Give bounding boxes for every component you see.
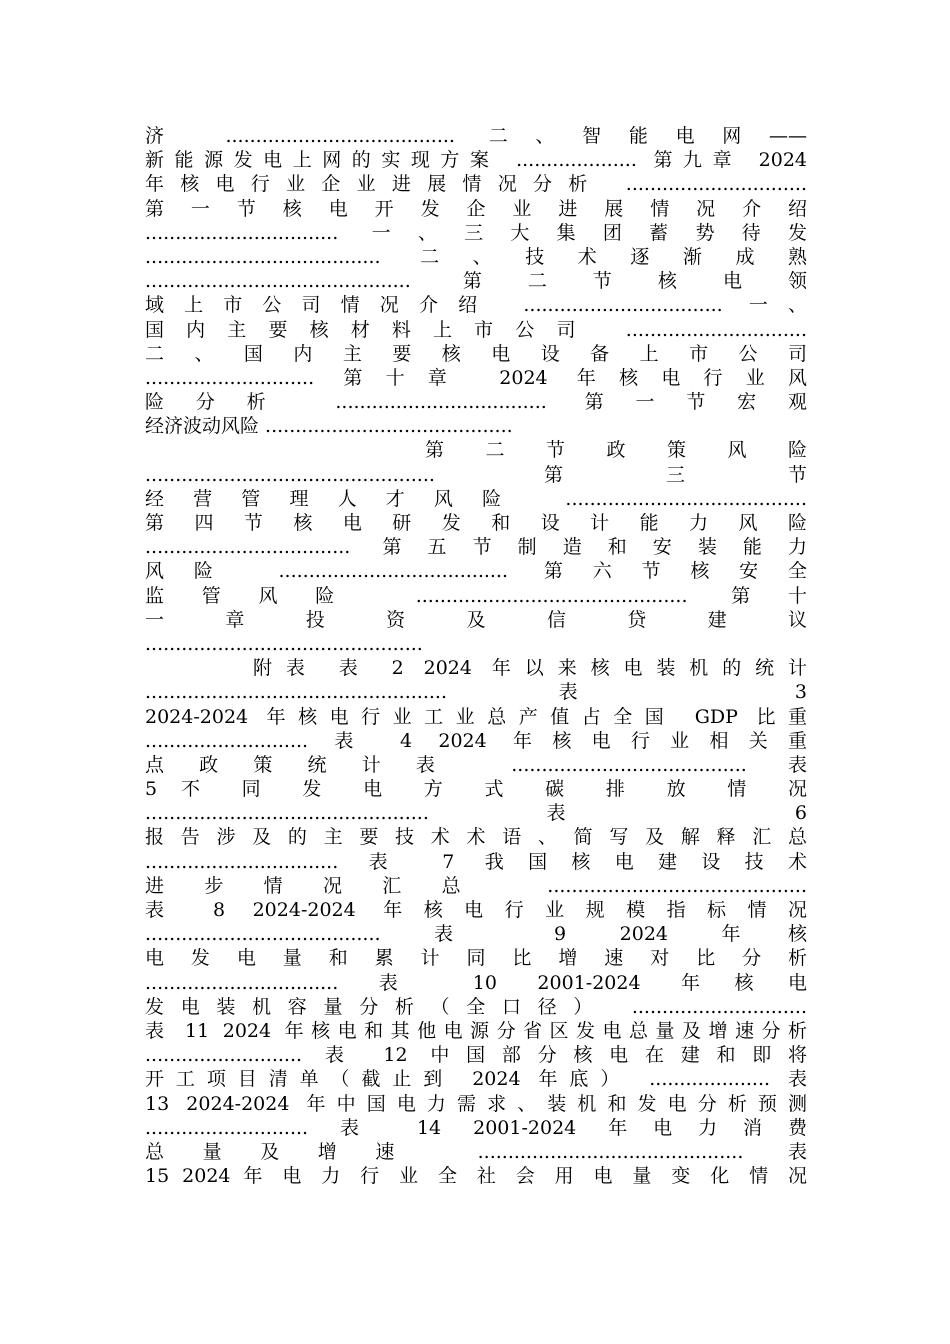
toc-line: 新能源发电上网的实现方案 .................... 第九章 2024: [145, 149, 807, 172]
toc-line: .................................................. 表 3: [145, 681, 807, 704]
toc-line: 2024-2024 年核电行业工业总产值占全国 GDP 比重: [145, 705, 807, 728]
toc-line: 域上市公司情况介绍 ................................. 一、: [145, 294, 807, 317]
toc-line: 总量及增速 ............................................ 表: [145, 1140, 807, 1163]
toc-line: .................................. 第五节制造和安装能力: [145, 536, 807, 559]
toc-line: 风险 ...................................... 第六节核安全: [145, 560, 807, 583]
toc-line: 监管风险 ............................................. 第十: [145, 584, 807, 607]
toc-line: ........................... 表 14 2001-2024 年电力消费: [145, 1116, 807, 1139]
toc-line: 点政策统计表 ....................................... 表: [145, 753, 807, 776]
toc-line: ........................... 表 4 2024 年核电行业相关重: [145, 729, 807, 752]
toc-line: 15 2024 年 电 力 行 业 全 社 会 用 电 量 变 化 情 况: [145, 1165, 807, 1188]
toc-line: ....................................... 表 9 2024 年核: [145, 923, 807, 946]
toc-line: ................................ 一、三大集团蓄势待发: [145, 221, 807, 244]
toc-line: 经营管理人才风险 ........................................: [145, 487, 807, 510]
toc-line: ............................................ 第二节核电领: [145, 270, 807, 293]
toc-line: ................................ 表 7 我国核电建设技术: [145, 850, 807, 873]
toc-line: 5 不 同 发 电 方 式 碳 排 放 情 况: [145, 778, 807, 801]
toc-line: 一 章 投 资 及 信 贷 建 议: [145, 608, 807, 631]
toc-line: 二 、 国 内 主 要 核 电 设 备 上 市 公 司: [145, 342, 807, 365]
toc-line: 开工项目清单（截止到 2024 年底） .................... 表: [145, 1068, 807, 1091]
toc-line: 进步情况汇总 ...........................................: [145, 874, 807, 897]
toc-line: ................................................ 第三节: [145, 463, 807, 486]
toc-line: 表 11 2024 年核电和其他电源分省区发电总量及增速分析: [145, 1019, 807, 1042]
toc-line: 发电装机容量分析（全口径） .............................: [145, 995, 807, 1018]
toc-line: 附表 表 2 2024 年以来核电装机的统计: [253, 657, 807, 680]
table-of-contents: [145, 124, 807, 1188]
toc-line: ..............................................: [145, 632, 423, 655]
toc-line: ............................................... 表 6: [145, 802, 807, 825]
toc-line: 济 ...................................... 二、智能电网——: [145, 125, 807, 147]
toc-line: 电 发 电 量 和 累 计 同 比 增 速 对 比 分 析: [145, 947, 807, 970]
toc-line: 13 2024-2024 年中国电力需求、装机和发电分析预测: [145, 1092, 807, 1115]
toc-line: 险分析 ................................... 第一节宏观: [145, 391, 807, 414]
toc-line: 第 四 节 核 电 研 发 和 设 计 能 力 风 险: [145, 512, 807, 534]
toc-line: 第 一 节 核 电 开 发 企 业 进 展 情 况 介 绍: [145, 197, 807, 220]
toc-line: ............................ 第十章 2024 年核电行业风: [145, 366, 807, 389]
toc-line: 表 8 2024-2024 年核电行业规模指标情况: [145, 899, 807, 921]
toc-line: ....................................... 二、技术逐渐成熟: [145, 245, 807, 268]
toc-line: 国内主要核材料上市公司 ..............................: [145, 318, 807, 341]
toc-line: 第 二 节 政 策 风 险: [425, 439, 807, 462]
toc-line: .......................... 表 12 中国部分核电在建和即将: [145, 1044, 807, 1067]
toc-line: 报告涉及的主要技术术语、简写及解释汇总: [145, 826, 807, 849]
toc-line: 经济波动风险 .........................................: [145, 415, 513, 438]
toc-line: ................................ 表 10 2001-2024 年核电: [145, 971, 807, 994]
toc-line: 年核电行业企业进展情况分析 ..............................: [145, 173, 807, 196]
